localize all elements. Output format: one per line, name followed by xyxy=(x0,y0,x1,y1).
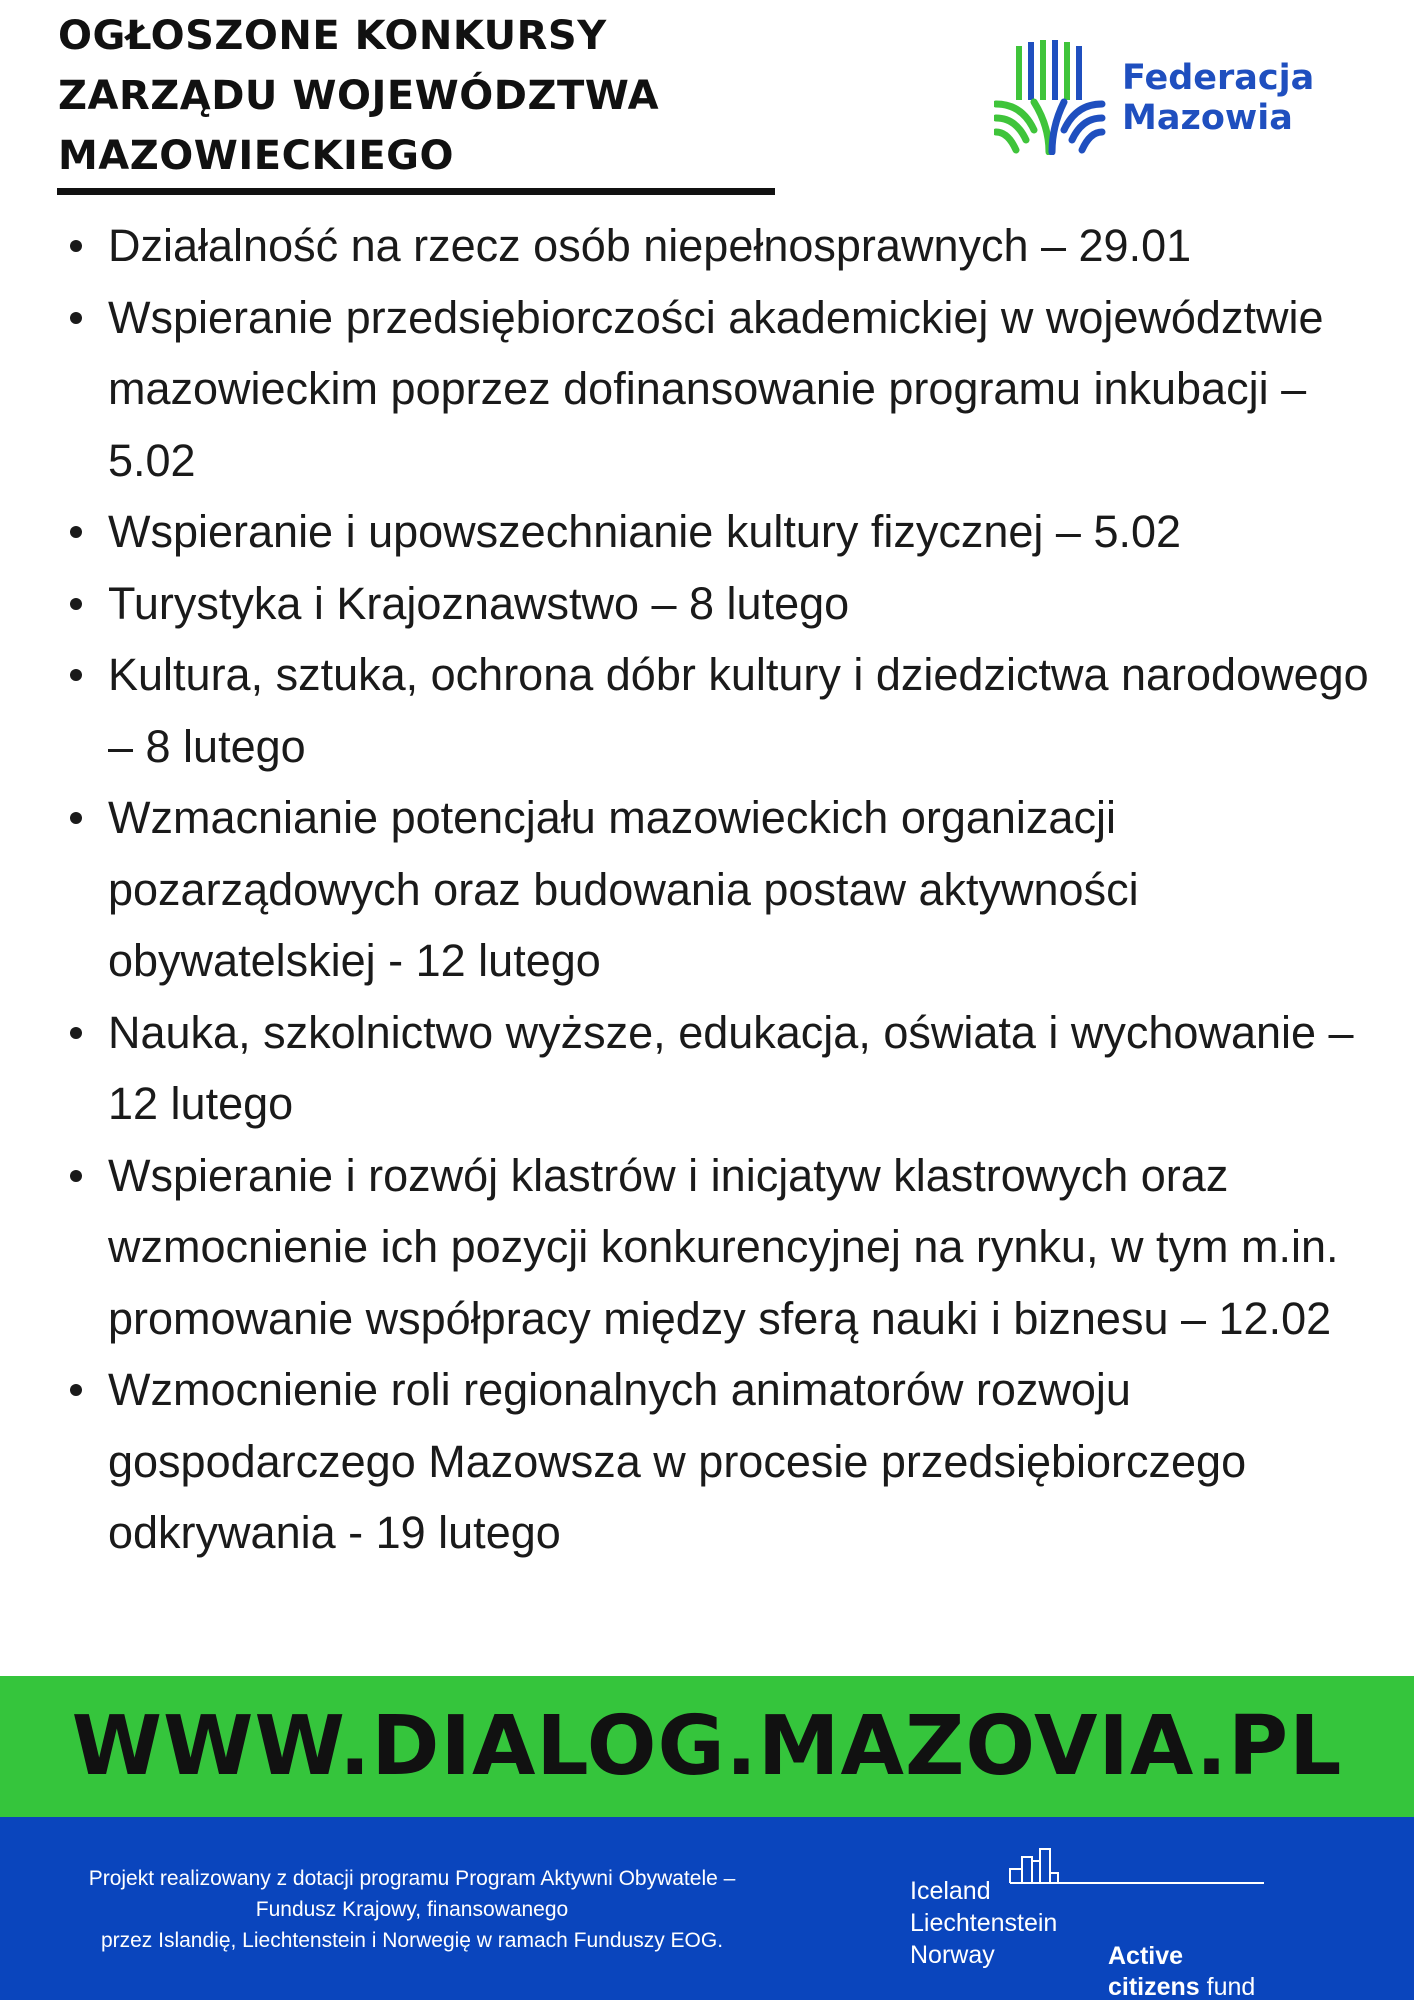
active-citizens-fund-logo xyxy=(910,1847,1270,2001)
list-item xyxy=(108,1140,1388,1355)
logo-wordmark xyxy=(1122,58,1314,138)
country-name: Liechtenstein xyxy=(910,1909,1058,1937)
list-item-text: Turystyka i Krajoznawstwo – 8 lutego xyxy=(108,577,850,629)
website-banner xyxy=(0,1676,1414,1817)
list-item-text: Kultura, sztuka, ochrona dóbr kultury i dziedzictwa narodowego – 8 lutego xyxy=(108,649,1369,772)
title-underline xyxy=(57,188,775,195)
bullet-icon xyxy=(70,1170,82,1182)
federacja-mazowia-logo-icon xyxy=(994,40,1109,155)
bullet-icon xyxy=(70,812,82,824)
bullet-icon xyxy=(70,240,82,252)
logo-line: Federacja xyxy=(1122,58,1315,98)
list-item xyxy=(108,997,1388,1140)
page-title-line: OGŁOSZONE KONKURSY xyxy=(58,13,607,59)
bullet-icon xyxy=(70,1027,82,1039)
list-item xyxy=(108,210,1388,282)
list-item-text: Wspieranie i rozwój klastrów i inicjatyw klastrowych oraz wzmocnienie ich pozycji konkurencyjnej na rynku, w tym m.in. promowanie współpracy między sferą nauki i biznesu – 12.02 xyxy=(108,1149,1339,1344)
list-item xyxy=(108,782,1388,997)
footer xyxy=(0,1817,1414,2000)
list-item-text: Wspieranie przedsiębiorczości akademickiej w województwie mazowieckim poprzez dofinansowanie programu inkubacji – 5.02 xyxy=(108,291,1324,486)
fund-name-fund: fund xyxy=(1206,1973,1256,2001)
list-item xyxy=(108,282,1388,497)
country-name: Iceland xyxy=(910,1877,991,1905)
fund-name-citizens: citizens xyxy=(1108,1973,1200,2001)
logo-line: Mazowia xyxy=(1122,98,1293,138)
list-item-text: Wspieranie i upowszechnianie kultury fizycznej – 5.02 xyxy=(108,506,1182,557)
funding-note-line: Projekt realizowany z dotacji programu Program Aktywni Obywatele – xyxy=(88,1867,736,1890)
contest-list xyxy=(108,210,1388,1569)
bullet-icon xyxy=(70,312,82,324)
list-item xyxy=(108,496,1388,568)
list-item xyxy=(108,639,1388,782)
list-item xyxy=(108,568,1388,640)
bullet-icon xyxy=(70,598,82,610)
bullet-icon xyxy=(70,1384,82,1396)
funding-note-line: przez Islandię, Liechtenstein i Norwegię w ramach Funduszy EOG. xyxy=(100,1929,724,1952)
bullet-icon xyxy=(70,669,82,681)
list-item-text: Działalność na rzecz osób niepełnosprawnych – 29.01 xyxy=(108,220,1192,271)
list-item-text: Nauka, szkolnictwo wyższe, edukacja, oświata i wychowanie – 12 lutego xyxy=(108,1006,1354,1129)
funding-note-line: Fundusz Krajowy, finansowanego xyxy=(255,1898,569,1921)
fund-name xyxy=(1108,1941,1255,2003)
list-item-text: Wzmacnianie potencjału mazowieckich organizacji pozarządowych oraz budowania postaw aktywności obywatelskiej - 12 lutego xyxy=(108,792,1139,986)
list-item-text: Wzmocnienie roli regionalnych animatorów rozwoju gospodarczego Mazowsza w procesie przedsiębiorczego odkrywania - 19 lutego xyxy=(108,1364,1247,1558)
fund-name-active: Active xyxy=(1108,1942,1184,1970)
list-item xyxy=(108,1354,1388,1569)
page-title-line: ZARZĄDU WOJEWÓDZTWA xyxy=(58,73,660,119)
bullet-icon xyxy=(70,526,82,538)
donor-countries xyxy=(910,1875,1057,1971)
federacja-mazowia-logo xyxy=(994,40,1334,155)
page-title xyxy=(58,6,798,186)
country-name: Norway xyxy=(910,1941,995,1969)
page-title-line: MAZOWIECKIEGO xyxy=(58,133,454,179)
funding-note xyxy=(24,1863,800,1956)
website-url[interactable]: WWW.DIALOG.MAZOVIA.PL xyxy=(71,1699,1343,1794)
